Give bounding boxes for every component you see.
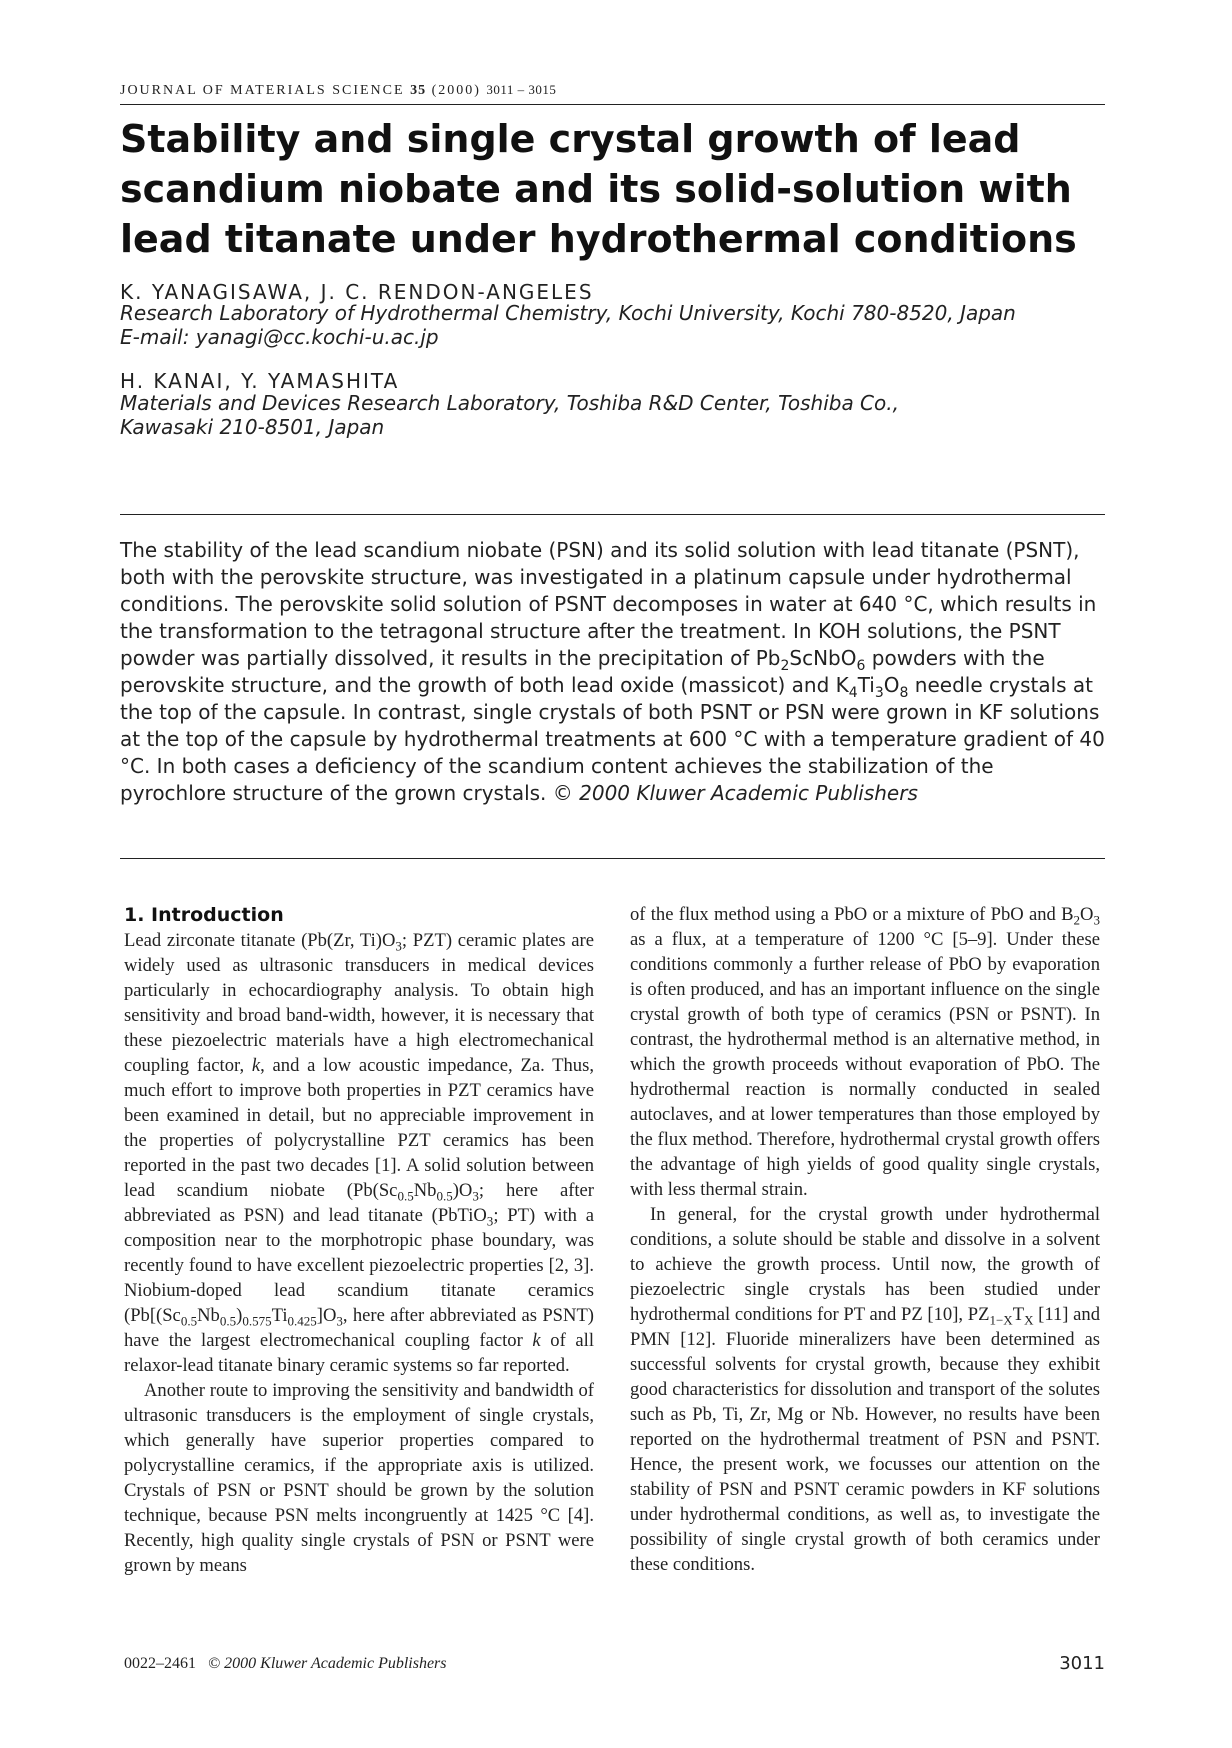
subscript: 8 — [899, 685, 909, 701]
right-column — [630, 902, 1100, 1577]
journal-volume: 35 — [410, 83, 427, 98]
section-heading: 1. Introduction — [124, 904, 284, 926]
authors-group-2: H. KANAI, Y. YAMASHITA — [120, 369, 400, 393]
affiliation-2-line-2: Kawasaki 210-8501, Japan — [120, 415, 385, 439]
left-column — [124, 902, 594, 1578]
abstract-text: ScNbO — [789, 646, 857, 670]
abstract — [120, 537, 1105, 807]
footer-copyright: © 2000 Kluwer Academic Publishers — [208, 1655, 447, 1672]
journal-name: JOURNAL OF MATERIALS SCIENCE — [120, 83, 405, 98]
issn: 0022–2461 — [124, 1655, 196, 1672]
abstract-text: O — [883, 673, 900, 697]
subscript: 4 — [848, 685, 858, 701]
journal-pages: 3011 – 3015 — [486, 82, 557, 97]
abstract-copyright: © 2000 Kluwer Academic Publishers — [552, 781, 918, 805]
subscript: 3 — [874, 685, 884, 701]
affiliation-2-line-1: Materials and Devices Research Laboratory, Toshiba R&D Center, Toshiba Co., — [120, 391, 899, 415]
paper-title: Stability and single crystal growth of lead scandium niobate and its solid-solution with lead titanate under hydrothermal conditions — [120, 117, 1077, 261]
journal-header — [120, 82, 1105, 99]
abstract-text: needle crystals at the top of the capsule. In contrast, single crystals of both PSNT or PSN were grown in KF solutions at the top of the capsule by hydrothermal treatments at 600 °C with a temperature gradient of 40 °C. In both cases a deficiency of the scandium content achieves the stabilization of the pyrochlore structure of the grown crystals. — [120, 673, 1105, 805]
header-rule — [120, 104, 1105, 105]
abstract-text: powders with the perovskite structure, and the growth of both lead oxide (massicot) and K — [120, 646, 1045, 697]
journal-year: (2000) — [431, 83, 481, 98]
intro-paragraph-2: Another route to improving the sensitivity and bandwidth of ultrasonic transducers is the employment of single crystals, which generally have superior properties compared to polycrystalline ceramics, if the appropriate axis is utilized. Crystals of PSN or PSNT should be grown by the solution technique, because PSN melts incongruently at 1425 °C [4]. Recently, high quality single crystals of PSN or PSNT were grown by means — [124, 1380, 594, 1576]
intro-paragraph-3: of the flux method using a PbO or a mixture of PbO and $B_2O_3$ as a flux, at a temperature of 1200 °C [5–9]. Under these conditions commonly a further release of PbO by evaporation is often produced, and has an important influence on the single crystal growth of both type of ceramics (PSN or PSNT). In contrast, the hydrothermal method is an alternative method, in which the growth proceeds without evaporation of PbO. The hydrothermal reaction is normally conducted in sealed autoclaves, and at lower temperatures than those employed by the flux method. Therefore, hydrothermal crystal growth offers the advantage of high yields of good quality single crystals, with less thermal strain. — [630, 904, 1100, 1200]
page-number: 3011 — [1059, 1653, 1105, 1674]
abstract-bottom-rule — [120, 858, 1105, 859]
affiliation-1: Research Laboratory of Hydrothermal Chemistry, Kochi University, Kochi 780-8520, Japan — [120, 301, 1016, 325]
abstract-text: Ti — [857, 673, 875, 697]
footer-left — [124, 1655, 447, 1673]
subscript: 6 — [856, 658, 866, 674]
intro-paragraph-4: In general, for the crystal growth under hydrothermal conditions, a solute should be stable and dissolve in a solvent to achieve the growth process. Until now, the growth of piezoelectric single crystals has been studied under hydrothermal conditions for PT and PZ [10], $PZ_{1-X}T_X$ [11] and PMN [12]. Fluoride mineralizers have been determined as successful solvents for crystal growth, because they exhibit good characteristics for dissolution and transport of the solutes such as Pb, Ti, Zr, Mg or Nb. However, no results have been reported on the hydrothermal treatment of PSN and PSNT. Hence, the present work, we focusses our attention on the stability of PSN and PSNT ceramic powders in KF solutions under hydrothermal conditions, as well as, to investigate the possibility of single crystal growth of both ceramics under these conditions. — [630, 1204, 1101, 1575]
email-1: E-mail: yanagi@cc.kochi-u.ac.jp — [120, 325, 439, 349]
intro-paragraph-1: Lead zirconate titanate (Pb(Zr, $Ti)O_3$; PZT) ceramic plates are widely used as ultrasonic transducers in medical devices particularly in echocardiography analysis. To obtain high sensitivity and broad band-width, however, it is necessary that these piezoelectric materials have a high electromechanical coupling factor, k, and a low acoustic impedance, Za. Thus, much effort to improve both properties in PZT ceramics have been examined in detail, but no appreciable improvement in the properties of polycrystalline PZT ceramics has been reported in the past two decades [1]. A solid solution between lead scandium niobate ($Pb(Sc_{0.5}Nb_{0.5})O_3$; here after abbreviated as PSN) and lead titanate (PbTiO$_3$; PT) with a composition near to the morphotropic phase boundary, was recently found to have excellent piezoelectric properties [2, 3]. Niobium-doped lead scandium titanate ceramics ($Pb[(Sc_{0.5}Nb_{0.5})_{0.575}Ti_{0.425}]O_3$, here after abbreviated as PSNT) have the largest electromechanical coupling factor k of all relaxor-lead titanate binary ceramic systems so far reported. — [124, 930, 594, 1376]
abstract-text: The stability of the lead scandium niobate (PSN) and its solid solution with lead titanate (PSNT), both with the perovskite structure, was investigated in a platinum capsule under hydrothermal conditions. The perovskite solid solution of PSNT decomposes in water at 640 °C, which results in the transformation to the tetragonal structure after the treatment. In KOH solutions, the PSNT powder was partially dissolved, it results in the precipitation of Pb — [120, 538, 1097, 670]
authors-group-1: K. YANAGISAWA, J. C. RENDON-ANGELES — [120, 280, 594, 304]
abstract-top-rule — [120, 514, 1105, 515]
subscript: 2 — [780, 658, 790, 674]
